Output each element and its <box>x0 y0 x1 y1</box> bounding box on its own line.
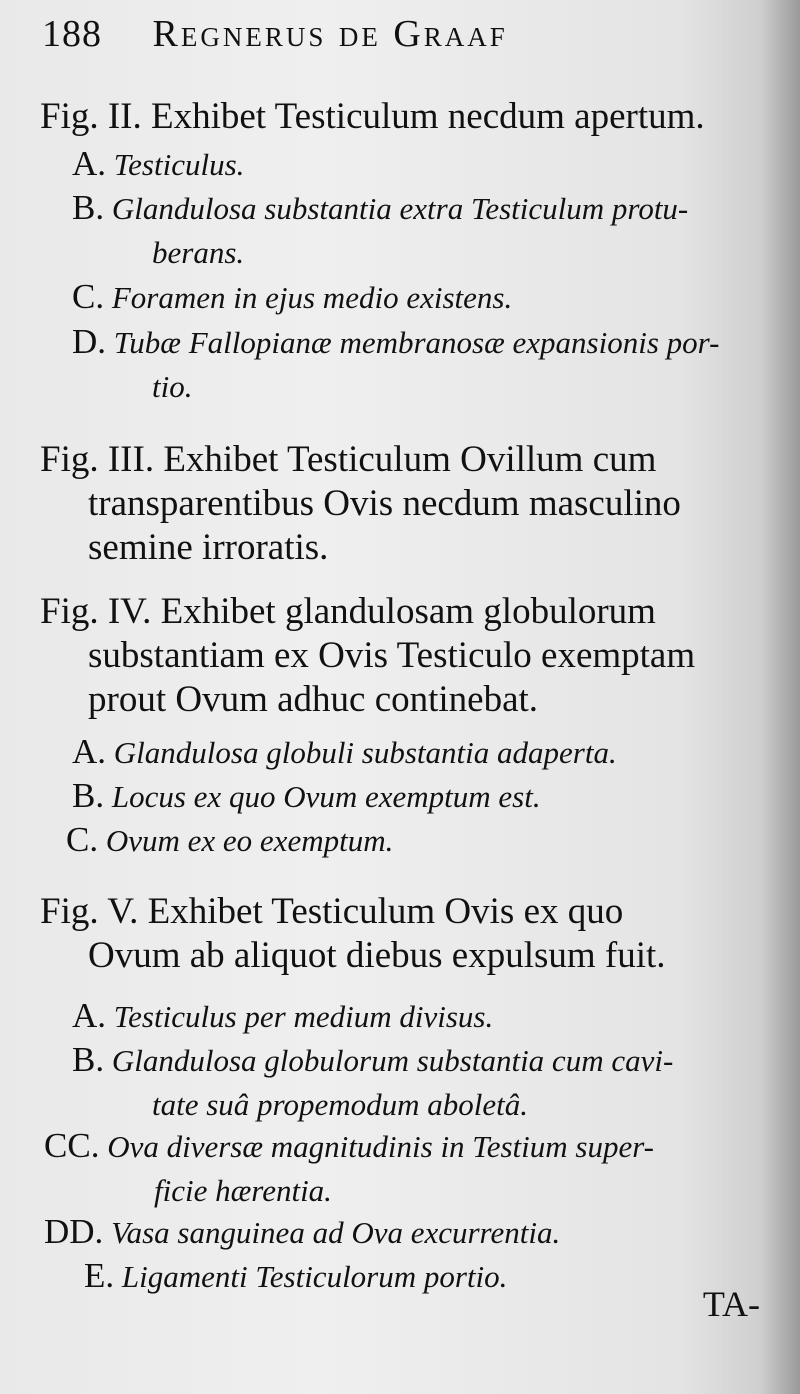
legend-item <box>44 1124 744 1213</box>
legend-label: B. <box>72 1040 105 1079</box>
figure-caption-fig-ii <box>40 95 765 139</box>
legend-label: B. <box>72 776 105 815</box>
legend-label: CC. <box>44 1126 100 1165</box>
legend-item <box>72 774 772 819</box>
legend-text: Glandulosa globulorum substantia cum cavi- <box>111 1043 674 1078</box>
page-number: 188 <box>42 13 102 55</box>
fig-line: Fig. V. Exhibet Testiculum Ovis ex quo <box>40 891 624 932</box>
legend-item <box>66 818 766 863</box>
legend-label: A. <box>72 996 107 1035</box>
legend-item <box>72 320 772 409</box>
legend-label: A. <box>72 144 107 183</box>
legend-text: Glandulosa substantia extra Testiculum protu- <box>111 191 689 226</box>
fig-line: substantiam ex Ovis Testiculo exemptam <box>88 635 696 676</box>
legend-text: Tubæ Fallopianæ membranosæ expansionis por- <box>113 325 720 360</box>
legend-text: Testiculus. <box>113 147 245 182</box>
legend-item <box>84 1254 784 1299</box>
legend-item <box>72 275 772 320</box>
fig-line: Fig. IV. Exhibet glandulosam globulorum <box>40 591 656 632</box>
legend-text: Glandulosa globuli substantia adaperta. <box>113 735 617 770</box>
fig-line: Ovum ab aliquot diebus expulsum fuit. <box>88 935 666 976</box>
fig-line: semine irroratis. <box>88 527 329 568</box>
figure-caption-fig-iii <box>40 438 765 570</box>
legend-text: Ligamenti Testiculorum portio. <box>121 1259 508 1294</box>
fig-line: prout Ovum adhuc continebat. <box>88 679 539 720</box>
figure-caption-fig-iv <box>40 590 765 722</box>
legend-text-cont: tio. <box>152 369 193 404</box>
catchword: TA- <box>702 1284 760 1324</box>
legend-item <box>72 730 772 775</box>
legend-label: D. <box>72 322 107 361</box>
legend-label: A. <box>72 732 107 771</box>
legend-label: C. <box>66 820 99 859</box>
legend-text: Foramen in ejus medio existens. <box>111 280 513 315</box>
legend-label: C. <box>72 277 105 316</box>
fig-line: Fig. II. Exhibet Testiculum necdum apertum. <box>40 96 705 137</box>
fig-line: Fig. III. Exhibet Testiculum Ovillum cum <box>40 439 657 480</box>
legend-item <box>72 186 772 275</box>
legend-text-cont: berans. <box>152 235 245 270</box>
legend-label: E. <box>84 1256 115 1295</box>
legend-label: DD. <box>44 1212 104 1251</box>
legend-text: Ovum ex eo exemptum. <box>105 823 394 858</box>
legend-text: Locus ex quo Ovum exemptum est. <box>111 779 541 814</box>
running-title: Regnerus de Graaf <box>152 13 508 55</box>
legend-item <box>72 1038 772 1127</box>
figure-caption-fig-v <box>40 890 765 978</box>
legend-label: B. <box>72 188 105 227</box>
running-header <box>42 12 508 56</box>
legend-text-cont: ficie hærentia. <box>154 1173 332 1208</box>
legend-text: Ova diversæ magnitudinis in Testium super- <box>107 1129 654 1164</box>
legend-text: Testiculus per medium divisus. <box>113 999 494 1034</box>
legend-item <box>72 994 772 1039</box>
legend-text-cont: tate suâ propemodum aboletâ. <box>152 1087 528 1122</box>
legend-item <box>72 142 772 187</box>
legend-item <box>44 1210 744 1255</box>
fig-line: transparentibus Ovis necdum masculino <box>88 483 681 524</box>
legend-text: Vasa sanguinea ad Ova excurrentia. <box>111 1215 561 1250</box>
